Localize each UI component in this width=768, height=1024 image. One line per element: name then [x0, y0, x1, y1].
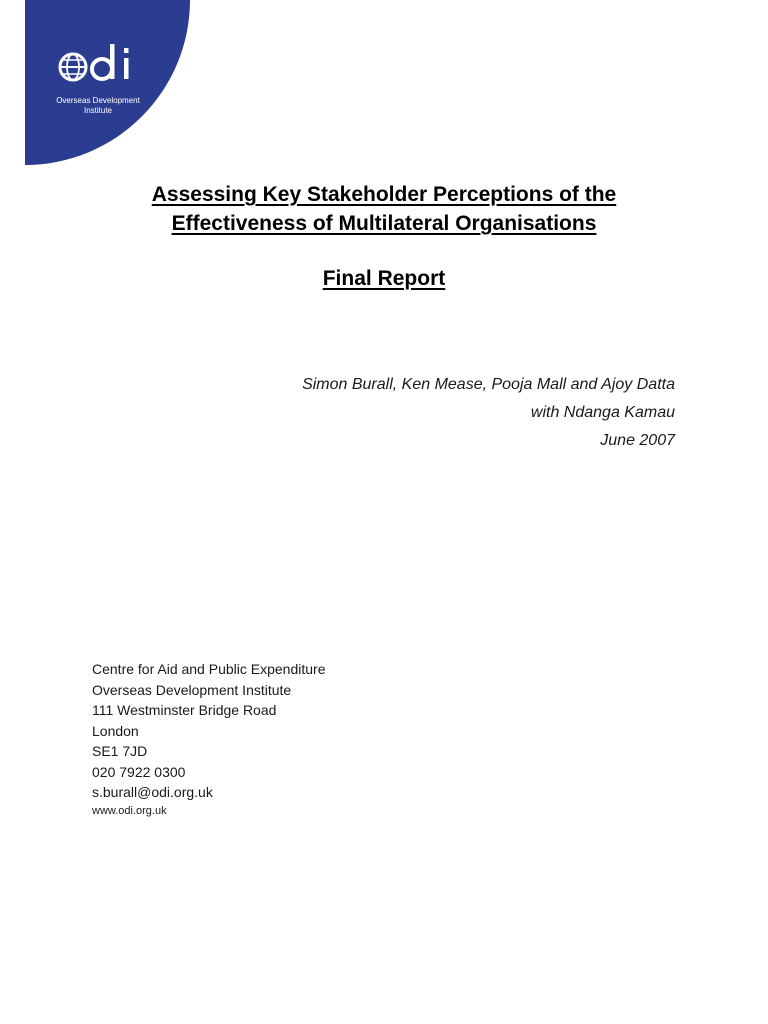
address-city: London [92, 722, 139, 739]
address-phone: 020 7922 0300 [92, 763, 186, 780]
report-date: June 2007 [600, 432, 675, 449]
address-block [92, 659, 492, 819]
odi-logo [0, 0, 190, 166]
logo-caption-line2: Institute [83, 106, 112, 115]
address-institute: Overseas Development Institute [92, 681, 292, 698]
logo-caption-line1: Overseas Development [56, 96, 140, 105]
logo-caption [52, 96, 144, 116]
authors-line2: with Ndanga Kamau [530, 404, 675, 421]
authors-block [195, 371, 675, 455]
authors-line1: Simon Burall, Ken Mease, Pooja Mall and Ajoy Datta [302, 376, 675, 393]
address-street: 111 Westminster Bridge Road [92, 702, 277, 718]
report-title-line2: Effectiveness of Multilateral Organisations [171, 212, 597, 235]
report-subtitle: Final Report [322, 267, 446, 290]
address-org: Centre for Aid and Public Expenditure [92, 661, 326, 677]
report-title [90, 180, 678, 238]
address-email[interactable]: s.burall@odi.org.uk [92, 784, 213, 800]
globe-icon [58, 42, 148, 86]
address-website[interactable]: www.odi.org.uk [92, 804, 167, 817]
report-title-line1: Assessing Key Stakeholder Perceptions of the [151, 183, 617, 206]
address-postcode: SE1 7JD [92, 743, 148, 759]
